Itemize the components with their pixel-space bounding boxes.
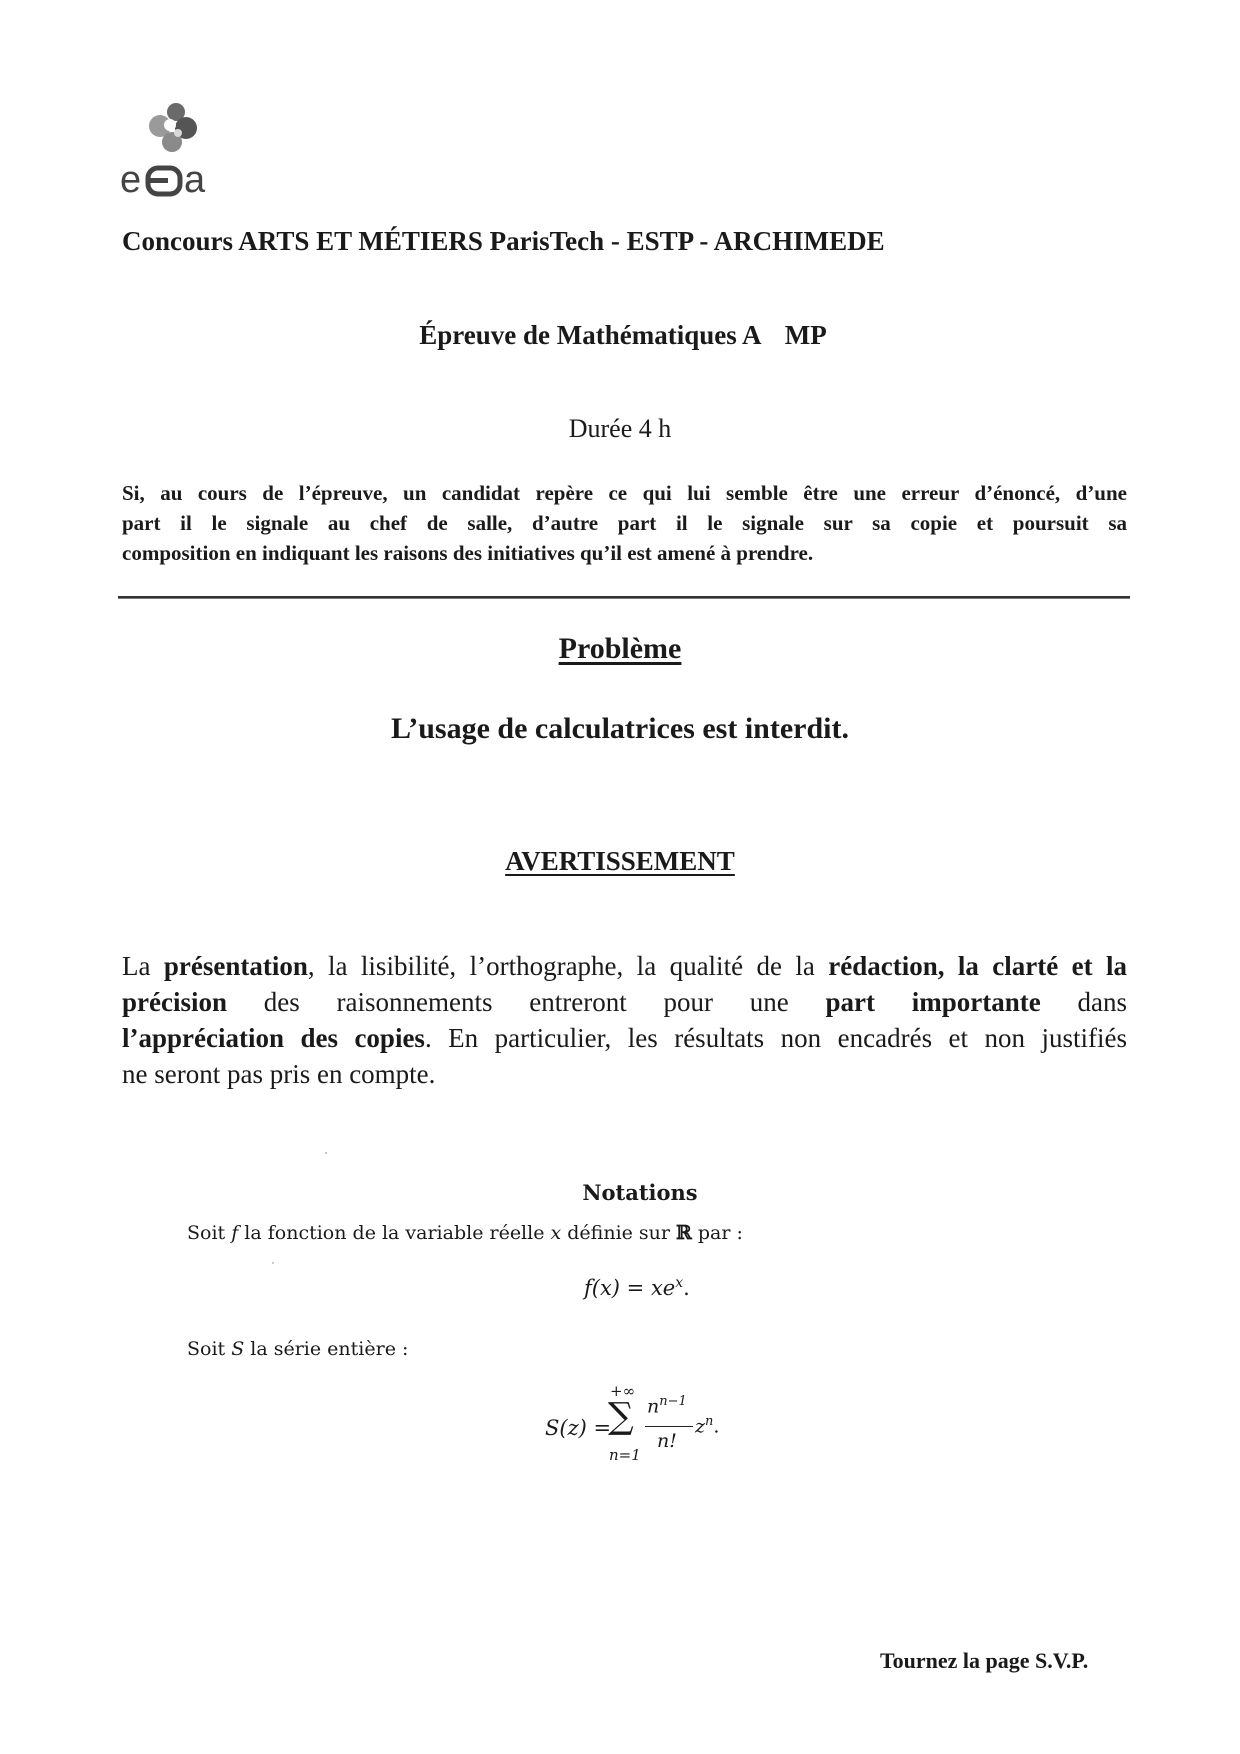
e3a-logo-icon <box>142 100 204 156</box>
text-bold: rédaction, la clarté et la <box>828 951 1127 981</box>
exam-track: MP <box>784 320 827 350</box>
power-term <box>695 1414 719 1437</box>
warning-line <box>122 1020 1127 1056</box>
math-lhs: S(z) = <box>545 1416 612 1440</box>
text: . En particulier, les résultats non encadrés et non justifiés <box>424 1023 1127 1053</box>
problem-title: Problème <box>558 632 682 665</box>
text-bold: précision <box>122 987 227 1017</box>
warning-paragraph <box>122 948 1127 1092</box>
fraction-denominator: n! <box>657 1430 677 1452</box>
definition-f <box>187 1222 743 1244</box>
math-sup: n <box>705 1414 714 1429</box>
e3a-logo-text <box>120 162 230 198</box>
text: Soit <box>187 1338 232 1360</box>
warning-heading <box>0 846 1240 877</box>
warning-line: ne seront pas pris en compte. <box>122 1059 436 1089</box>
math-expr: f(x) = xe <box>584 1276 676 1300</box>
text: . <box>713 1415 720 1438</box>
text: définie sur <box>561 1222 677 1244</box>
text: la série entière : <box>244 1338 409 1360</box>
math-var: x <box>550 1222 562 1244</box>
calculator-rule: L’usage de calculatrices est interdit. <box>391 712 849 745</box>
notice-line: composition en indiquant les raisons des initiatives qu’il est amené à prendre. <box>122 541 814 565</box>
exam-duration: Durée 4 h <box>568 414 672 443</box>
warning-line <box>122 984 1127 1020</box>
exam-subject-name: Épreuve de Mathématiques A <box>419 320 761 350</box>
scan-speck <box>325 1152 327 1154</box>
sum-upper: +∞ <box>610 1382 636 1400</box>
separator-rule <box>118 596 1130 599</box>
svg-text:a: a <box>184 162 206 198</box>
warning-line <box>122 948 1127 984</box>
text: dans <box>1040 987 1127 1017</box>
text-bold: présentation <box>163 951 308 981</box>
e3a-logo <box>120 100 230 200</box>
equation-s <box>545 1382 765 1472</box>
text: des raisonnements entreront pour une <box>227 987 826 1017</box>
math-set: ℝ <box>676 1222 692 1244</box>
notations-heading: Notations <box>582 1180 698 1205</box>
text: la fonction de la variable réelle <box>238 1222 551 1244</box>
notice-line: Si, au cours de l’épreuve, un candidat repère ce qui lui semble être une erreur d’énoncé, d’une <box>122 481 1127 505</box>
text-bold: l’appréciation des copies <box>122 1023 425 1053</box>
exam-subject <box>0 320 1240 351</box>
text: Soit <box>187 1222 232 1244</box>
notice-line: part il le signale au chef de salle, d’autre part il le signale sur sa copie et poursuit sa <box>122 511 1127 535</box>
math-var: z <box>695 1415 706 1438</box>
equation-f <box>584 1275 690 1300</box>
math-var: S <box>231 1338 245 1360</box>
text: , la lisibilité, l’orthographe, la qualité de la <box>307 951 829 981</box>
math-sup: n−1 <box>659 1394 687 1409</box>
text: La <box>122 951 164 981</box>
fraction-numerator <box>647 1394 687 1417</box>
math-var: n <box>647 1395 660 1418</box>
definition-s <box>187 1338 408 1360</box>
svg-text:e: e <box>120 162 144 198</box>
fraction-bar <box>645 1426 693 1427</box>
text: par : <box>691 1222 743 1244</box>
contest-title: Concours ARTS ET MÉTIERS ParisTech - ESTP - ARCHIMEDE <box>122 226 885 256</box>
math-var: f <box>231 1222 239 1244</box>
error-notice <box>122 478 1127 568</box>
text: . <box>683 1276 690 1300</box>
sum-lower: n=1 <box>609 1446 641 1464</box>
math-sup: x <box>675 1275 684 1291</box>
text-bold: part importante <box>825 987 1041 1017</box>
warning-title: AVERTISSEMENT <box>505 846 735 876</box>
turn-page-note: Tournez la page S.V.P. <box>880 1648 1089 1673</box>
sum-symbol: ∑ <box>608 1396 634 1437</box>
scan-speck <box>272 1262 274 1264</box>
problem-heading <box>0 632 1240 666</box>
